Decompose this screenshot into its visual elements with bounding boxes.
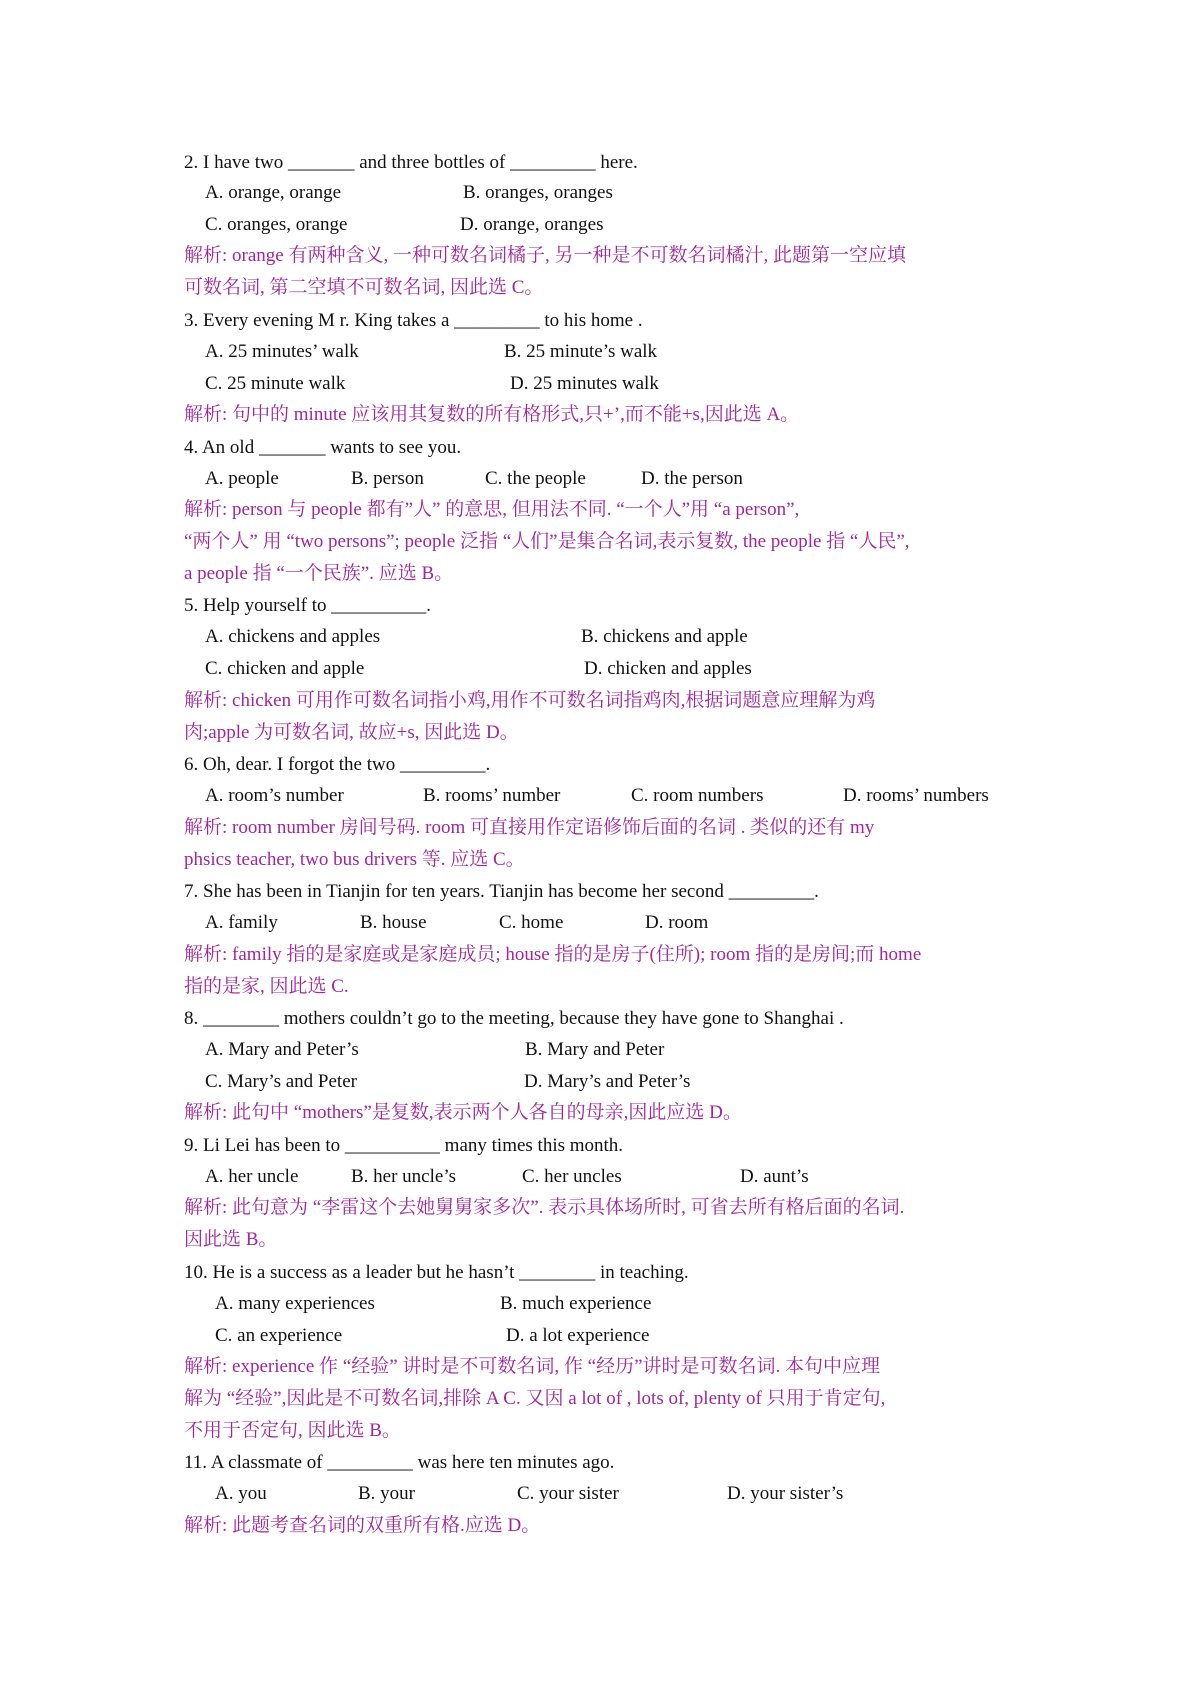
option-a: A. 25 minutes’ walk [205, 341, 359, 362]
analysis-line: 解析: 句中的 minute 应该用其复数的所有格形式,只+’,而不能+s,因此选 A。 [184, 404, 800, 425]
analysis-line: 解析: room number 房间号码. room 可直接用作定语修饰后面的名词 . 类似的还有 my [184, 817, 875, 838]
option-a: A. orange, orange [205, 182, 342, 203]
option-b: B. 25 minute’s walk [504, 341, 658, 362]
option-c: C. her uncles [522, 1166, 622, 1187]
option-a: A. chickens and apples [205, 626, 381, 647]
question-stem: 10. He is a success as a leader but he hasn’t ________ in teaching. [184, 1262, 689, 1283]
analysis-line: 解析: 此句意为 “李雷这个去她舅舅家多次”. 表示具体场所时, 可省去所有格后面的名词. [184, 1197, 905, 1218]
option-c: C. room numbers [631, 785, 764, 806]
option-c: C. home [499, 912, 564, 933]
analysis-line: 不用于否定句, 因此选 B。 [184, 1420, 401, 1441]
option-d: D. room [645, 912, 709, 933]
option-d: D. Mary’s and Peter’s [524, 1071, 691, 1092]
option-a: A. many experiences [215, 1293, 375, 1314]
analysis-line: 解析: person 与 people 都有”人” 的意思, 但用法不同. “一个人”用 “a person”, [184, 499, 800, 520]
analysis-line: “两个人” 用 “two persons”; people 泛指 “人们”是集合名词,表示复数, the people 指 “人民”, [184, 531, 910, 552]
option-c: C. your sister [517, 1483, 619, 1504]
question-stem: 11. A classmate of _________ was here ten minutes ago. [184, 1452, 615, 1473]
option-d: D. rooms’ numbers [843, 785, 989, 806]
question-stem: 9. Li Lei has been to __________ many times this month. [184, 1135, 624, 1156]
analysis-line: 可数名词, 第二空填不可数名词, 因此选 C。 [184, 277, 544, 298]
option-d: D. the person [641, 468, 743, 489]
option-b: B. oranges, oranges [463, 182, 613, 203]
option-c: C. chicken and apple [205, 658, 365, 679]
option-c: C. Mary’s and Peter [205, 1071, 357, 1092]
analysis-line: a people 指 “一个民族”. 应选 B。 [184, 563, 454, 584]
option-d: D. 25 minutes walk [510, 373, 659, 394]
analysis-line: 肉;apple 为可数名词, 故应+s, 因此选 D。 [184, 722, 519, 743]
analysis-line: 解析: experience 作 “经验” 讲时是不可数名词, 作 “经历”讲时是可数名词. 本句中应理 [184, 1356, 881, 1377]
option-c: C. the people [485, 468, 586, 489]
analysis-line: 解析: 此句中 “mothers”是复数,表示两个人各自的母亲,因此应选 D。 [184, 1102, 742, 1123]
option-b: B. person [351, 468, 424, 489]
option-a: A. room’s number [205, 785, 344, 806]
analysis-line: 解析: family 指的是家庭或是家庭成员; house 指的是房子(住所); room 指的是房间;而 home [184, 944, 922, 965]
option-a: A. her uncle [205, 1166, 299, 1187]
analysis-line: 解析: chicken 可用作可数名词指小鸡,用作不可数名词指鸡肉,根据词题意应理解为鸡 [184, 690, 876, 711]
option-c: C. an experience [215, 1325, 343, 1346]
analysis-line: phsics teacher, two bus drivers 等. 应选 C。 [184, 849, 525, 870]
option-a: A. family [205, 912, 278, 933]
question-stem: 2. I have two _______ and three bottles of _________ here. [184, 152, 638, 173]
option-b: B. house [360, 912, 427, 933]
option-a: A. Mary and Peter’s [205, 1039, 359, 1060]
option-d: D. your sister’s [727, 1483, 844, 1504]
option-d: D. a lot experience [506, 1325, 650, 1346]
question-stem: 7. She has been in Tianjin for ten years. Tianjin has become her second _________. [184, 881, 819, 902]
option-a: A. people [205, 468, 279, 489]
option-d: D. chicken and apples [584, 658, 752, 679]
question-stem: 6. Oh, dear. I forgot the two _________. [184, 754, 491, 775]
analysis-line: 指的是家, 因此选 C. [184, 976, 349, 997]
option-b: B. your [358, 1483, 415, 1504]
option-a: A. you [215, 1483, 267, 1504]
analysis-line: 解为 “经验”,因此是不可数名词,排除 A C. 又因 a lot of , lots of, plenty of 只用于肯定句, [184, 1388, 886, 1409]
question-stem: 5. Help yourself to __________. [184, 595, 431, 616]
option-c: C. oranges, orange [205, 214, 348, 235]
option-b: B. Mary and Peter [525, 1039, 665, 1060]
analysis-line: 解析: 此题考查名词的双重所有格.应选 D。 [184, 1515, 541, 1536]
analysis-line: 解析: orange 有两种含义, 一种可数名词橘子, 另一种是不可数名词橘汁, 此题第一空应填 [184, 245, 906, 266]
option-b: B. rooms’ number [423, 785, 561, 806]
option-c: C. 25 minute walk [205, 373, 346, 394]
option-b: B. chickens and apple [581, 626, 748, 647]
option-d: D. aunt’s [740, 1166, 809, 1187]
option-d: D. orange, oranges [460, 214, 604, 235]
analysis-line: 因此选 B。 [184, 1229, 278, 1250]
question-stem: 8. ________ mothers couldn’t go to the meeting, because they have gone to Shanghai . [184, 1008, 844, 1029]
option-b: B. her uncle’s [351, 1166, 457, 1187]
question-stem: 3. Every evening M r. King takes a _________ to his home . [184, 310, 643, 331]
question-stem: 4. An old _______ wants to see you. [184, 437, 462, 458]
option-b: B. much experience [500, 1293, 652, 1314]
